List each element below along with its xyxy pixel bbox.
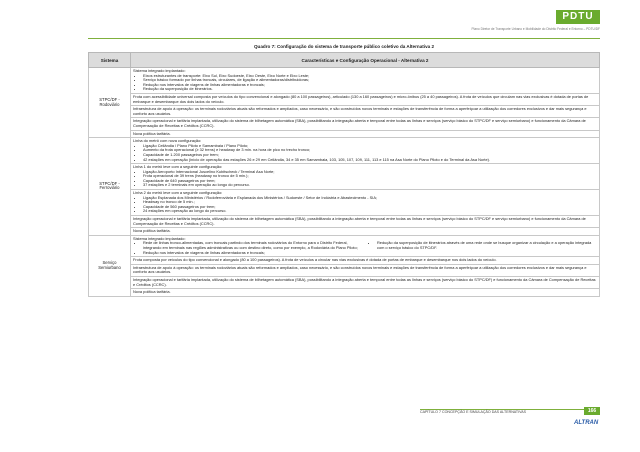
list-item: • Redução nos intervalos de viagens de linhas alimentadoras e troncais; bbox=[143, 83, 597, 88]
table-row bbox=[89, 106, 600, 118]
rodoviario-block-integrated bbox=[131, 68, 600, 94]
header-divider bbox=[88, 38, 600, 39]
ferroviario-block-tariff: Nova política tarifária. bbox=[131, 228, 600, 236]
semiurbano-left-column bbox=[133, 241, 363, 255]
block-intro: Sistema integrado implantado: bbox=[133, 235, 186, 241]
semiurbano-block-fleet: Frota composta por veículos do tipo convencional e alongado (80 a 100 passageiros). A frota de veículos a circular nas vias exclusivas é dotada de portas de embarque e desembarque nos dois lados do veículo. bbox=[131, 257, 600, 265]
table-row bbox=[89, 130, 600, 138]
list-item: • Redução da superposição de itinerários. bbox=[143, 87, 597, 92]
table-header-row bbox=[89, 53, 600, 68]
rodoviario-block-integration: Integração operacional e tarifária implantada, utilização do sistema de bilhetagem automática (SBA), possibilitando a integração aberta e temporal entre todas as linhas e serviços (serviço básico do STPC/DF e serviço semiurbano) e funcionamento da Câmara de Compensação de Receitas e Créditos (CCRC). bbox=[131, 118, 600, 130]
table-row bbox=[89, 190, 600, 216]
list-item: • Ligação Esplanada dos Ministérios / Rodoferroviária e Esplanada dos Ministérios / Sudoeste / Setor de Indústria e Abastecimento - SIA; bbox=[143, 196, 597, 201]
ferroviario-block-metro bbox=[131, 138, 600, 164]
block-intro: Linha 1 do metrô leve com a seguinte configuração: bbox=[133, 164, 223, 170]
semiurbano-block-integration: Integração operacional e tarifária implantada, utilização do sistema de bilhetagem automática (SBA), possibilitando a integração aberta e temporal entre todas as linhas e serviços (serviço básico do STPC/DF) e funcionamento da Câmara de Compensação de Receitas e Créditos (CCRC). bbox=[131, 276, 600, 288]
table-row bbox=[89, 289, 600, 297]
table-row bbox=[89, 228, 600, 236]
rodoviario-block-tariff: Nova política tarifária. bbox=[131, 130, 600, 138]
header-subtitle: Plano Diretor de Transporte Urbano e Mobilidade do Distrito Federal e Entorno – PDTU/DF bbox=[471, 27, 600, 31]
rodoviario-block-infrastructure: Infraestrutura de apoio à operação: os terminais rodoviários atuais são reformados e ampliados, caso necessário, e são construídos novos terminais e estações de transferência de forma a aperfeiçoar a utilização dos corredores exclusivos e dar mais segurança e conforto aos usuários. bbox=[131, 106, 600, 118]
bullet-list bbox=[133, 170, 597, 188]
table-row bbox=[89, 68, 600, 94]
system-name-ferroviario: STPC/DF - Ferroviário bbox=[89, 138, 131, 236]
block-intro: Sistema integrado implantado: bbox=[133, 68, 186, 73]
list-item: • Eixos estruturantes de transporte: Eixo Sul, Eixo Sudoeste, Eixo Oeste, Eixo Norte e Eixo Leste; bbox=[143, 74, 597, 79]
list-item: • Ligação Aeroporto Internacional Juscelino Kubitscheck / Terminal Asa Norte; bbox=[143, 170, 597, 175]
list-item: • Serviço básico formado por linhas troncais, circulares, de ligação e alimentadoras/distribuidoras; bbox=[143, 78, 597, 83]
list-item: • Ligação Ceilândia / Plano Piloto e Samambaia / Plano Piloto; bbox=[143, 144, 597, 149]
list-item: • Rede de linhas tronco-alimentadas, com troncais partindo dos terminais rodoviários do Entorno para o Distrito Federal, integrando em terminais nas regiões administrativas ou com destino direto, como por exemplo, a Rodoviária do Plano Piloto; bbox=[143, 241, 363, 250]
ferroviario-block-vlt1 bbox=[131, 164, 600, 190]
table-row bbox=[89, 257, 600, 265]
list-item: • 24 estações em operação ao longo do percurso. bbox=[143, 209, 597, 214]
table-row bbox=[89, 264, 600, 276]
pdtu-logo: PDTU bbox=[556, 10, 600, 24]
bullet-list bbox=[133, 74, 597, 92]
list-item: • 37 estações e 2 terminais em operação ao longo do percurso. bbox=[143, 183, 597, 188]
list-item: • Headway no tronco de 5 min.; bbox=[143, 200, 597, 205]
bullet-list bbox=[367, 241, 597, 250]
rodoviario-block-fleet: Frota com acessibilidade universal composta por veículos do tipo convencional e alongado (80 a 100 passageiros), articulado (130 a 160 passageiros) e micro-ônibus (25 a 40 passageiros). A frota de veículos que circulam nas vias exclusivas é dotada de portas de embarque e desembarque dos dois lados do veículo. bbox=[131, 93, 600, 105]
quadro-title: Quadro 7: Configuração do sistema de transporte público coletivo da Alternativa 2 bbox=[253, 44, 435, 49]
semiurbano-right-column bbox=[367, 241, 597, 255]
bullet-list bbox=[133, 241, 363, 255]
column-header-system: Sistema bbox=[89, 53, 131, 68]
ferroviario-block-vlt2 bbox=[131, 190, 600, 216]
semiurbano-block-tariff: Nova política tarifária. bbox=[131, 289, 600, 297]
list-item: • Capacidade de 560 passageiros por trem; bbox=[143, 205, 597, 210]
bullet-list bbox=[133, 144, 597, 162]
altran-logo: ALTRAN bbox=[574, 420, 599, 426]
block-intro: Linha 2 do metrô leve com a seguinte configuração: bbox=[133, 190, 223, 196]
semiurbano-block-integrated bbox=[131, 235, 600, 256]
list-item: • Capacidade de 1.200 passageiros por trem; bbox=[143, 153, 597, 158]
configuration-table bbox=[88, 52, 600, 297]
system-name-rodoviario: STPC/DF - Rodoviário bbox=[89, 68, 131, 138]
block-intro: Linha do metrô com nova configuração: bbox=[133, 138, 202, 144]
list-item: • Aumento da frota operacional (≥ 32 trens) e headway de 3 min. na hora de pico no trecho tronco; bbox=[143, 148, 597, 153]
ferroviario-block-integration: Integração operacional e tarifária implantada, utilização do sistema de bilhetagem automática (SBA), possibilitando a integração aberta e temporal entre todas as linhas e serviços (serviço básico do STPC/DF e serviço semiurbano) e funcionamento da Câmara de Compensação de Receitas e Créditos (CCRC). bbox=[131, 216, 600, 228]
bullet-list bbox=[133, 196, 597, 214]
footer-chapter: CAPÍTULO 7 CONCEPÇÃO E SIMULAÇÃO DAS ALTERNATIVAS bbox=[420, 410, 527, 414]
list-item: • Capacidade de 640 passageiros por trem; bbox=[143, 179, 597, 184]
list-item: • 42 estações em operação (início de operação das estações 26 e 29 em Ceilândia, 34 e 35 em Samambaia, 103, 105, 107, 109, 111, 113 e 115 na Asa Norte do Plano Piloto e do Terminal da Asa Norte). bbox=[143, 158, 597, 163]
semiurbano-block-infrastructure: Infraestrutura de apoio à operação: os terminais rodoviários atuais são reformados e ampliados, caso necessário, e são construídos novos terminais e estações de transferência de forma a aperfeiçoar a utilização dos corredores exclusivos e dar mais segurança e conforto aos usuários. bbox=[131, 264, 600, 276]
semiurbano-two-columns bbox=[133, 241, 597, 255]
list-item: • Redução nos intervalos de viagens de linhas alimentadoras e troncais; bbox=[143, 251, 363, 256]
table-row bbox=[89, 276, 600, 288]
column-header-features: Características e Configuração Operacional - Alternativa 2 bbox=[131, 53, 600, 68]
list-item: • Frota operacional de 39 trens (headway no tronco de 5 min.); bbox=[143, 174, 597, 179]
table-row bbox=[89, 164, 600, 190]
page-number: 166 bbox=[584, 407, 600, 415]
system-name-semiurbano: Serviço Semiurbano bbox=[89, 235, 131, 296]
table-row bbox=[89, 93, 600, 105]
table-row bbox=[89, 138, 600, 164]
table-row bbox=[89, 235, 600, 256]
table-row bbox=[89, 118, 600, 130]
list-item: • Redução da superposição de itinerários através de uma rede onde se busque organizar a circulação e a operação integrada com o serviço básico do STPC/DF. bbox=[377, 241, 597, 250]
table-row bbox=[89, 216, 600, 228]
